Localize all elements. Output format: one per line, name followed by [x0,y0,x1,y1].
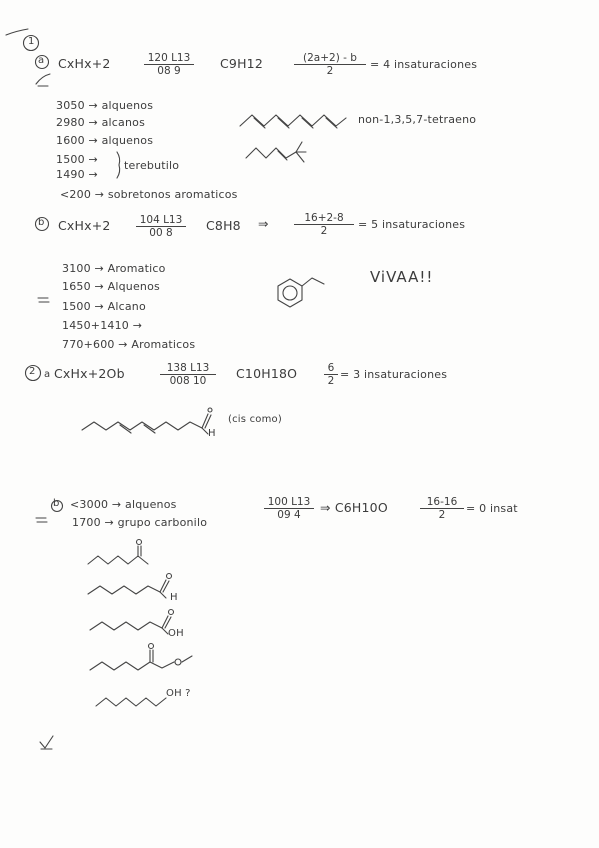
fraction-numerator: 16-16 [420,496,464,509]
fraction-denominator: 2 [320,225,328,237]
ir-band: 3050 → alquenos [56,99,154,112]
ir-band: 1500 → [56,153,98,166]
elemental-analysis [136,214,186,239]
fraction-numerator: 6 [324,362,338,375]
margin-dash-mark [34,510,50,520]
ir-band: 1490 → [56,168,98,181]
analysis-top: 138 L13 [160,362,216,375]
ketone-structure-1 [86,538,166,568]
brace-label: terebutilo [124,159,180,172]
part-label: b [38,217,45,228]
question-number: 2 [29,366,36,377]
ir-band: <3000 → alquenos [70,498,177,511]
unsaturation-result: = 5 insaturaciones [358,218,466,231]
general-formula: CxHx+2 [58,218,111,233]
molecular-formula: C8H8 [206,218,241,233]
analysis-top: 120 L13 [144,52,194,65]
elemental-analysis [264,496,314,521]
structure-h-label: H [170,592,178,603]
elemental-analysis [144,52,194,77]
general-formula: CxHx+2 [58,56,111,71]
structure-oh-label: OH ? [166,688,191,699]
tert-butyl-structure [244,140,324,164]
molecular-formula: C9H12 [220,56,263,71]
part-b-circle [34,216,50,232]
unsaturation-result: = 3 insaturaciones [340,368,448,381]
fraction-denominator: 2 [326,65,334,77]
ester-structure [88,640,198,676]
part-label: a [38,55,45,66]
ir-band: 770+600 → Aromaticos [62,338,196,351]
part-label: b [53,498,60,509]
question-2-number-mark [24,364,42,382]
ir-band: 2980 → alcanos [56,116,146,129]
styrene-structure [270,270,330,314]
top-left-corner-stroke [4,24,34,38]
tetraene-structure [238,110,348,132]
unsaturation-fraction [294,52,366,77]
analysis-bottom: 00 8 [149,227,173,239]
elemental-analysis [160,362,216,387]
fraction-numerator: (2a+2) - b [294,52,366,65]
brace [116,150,122,180]
check-mark [38,732,56,752]
ir-band-extra: <200 → sobretonos aromaticos [60,188,238,201]
molecular-formula: C10H18O [236,366,298,381]
ir-band: 1650 → Alquenos [62,280,160,293]
exclamation-note: ViVAA!! [370,268,434,286]
unsaturation-result: = 0 insat [466,502,518,515]
fraction-denominator: 2 [438,509,446,521]
ir-band: 3100 → Aromatico [62,262,166,275]
margin-arrow-mark [34,72,54,88]
unsaturation-fraction [420,496,464,521]
part-b-circle [50,498,64,512]
unsaturation-result: = 4 insaturaciones [370,58,478,71]
ir-band: 1700 → grupo carbonilo [72,516,208,529]
structure-note: (cis como) [228,414,282,425]
fraction-numerator: 16+2-8 [294,212,354,225]
unsaturation-fraction [294,212,354,237]
part-label: a [44,369,51,380]
margin-dash-mark [36,290,52,300]
ir-band: 1600 → alquenos [56,134,154,147]
analysis-top: 100 L13 [264,496,314,509]
implies-arrow: ⇒ [258,216,269,231]
question-number: 1 [28,36,35,47]
ir-band: 1450+1410 → [62,319,143,332]
analysis-bottom: 008 10 [169,375,207,387]
part-a-circle [34,54,50,70]
ir-band: 1500 → Alcano [62,300,146,313]
analysis-bottom: 08 9 [157,65,181,77]
structure-oh-label: OH [168,628,184,639]
fraction-denominator: 2 [327,375,335,387]
analysis-top: 104 L13 [136,214,186,227]
analysis-bottom: 09 4 [277,509,301,521]
structure-h-label: H [208,428,216,439]
unsaturation-fraction [324,362,338,387]
molecular-formula: ⇒ C6H10O [320,500,388,515]
general-formula: CxHx+2Ob [54,366,125,381]
compound-name: non-1,3,5,7-tetraeno [358,113,477,126]
